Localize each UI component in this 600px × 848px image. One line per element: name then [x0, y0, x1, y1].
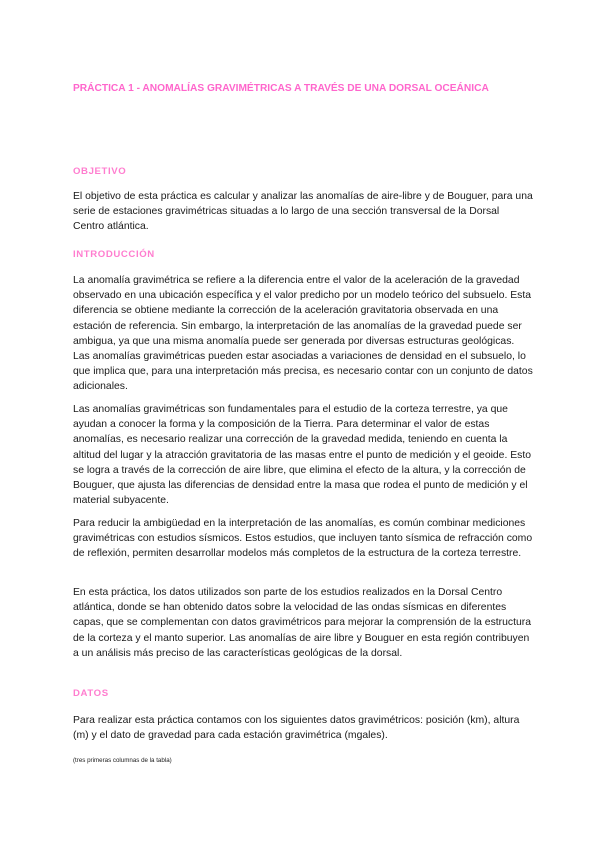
table-note: (tres primeras columnas de la tabla) — [73, 757, 172, 764]
paragraph-objetivo: El objetivo de esta práctica es calcular y analizar las anomalías de aire-libre y de Bouguer, para una serie de estaciones gravimétricas situadas a lo largo de una sección transversal de la Dorsal Centro atlántica. — [73, 191, 533, 233]
heading-introduccion: INTRODUCCIÓN — [73, 249, 155, 260]
paragraph-intro-2: Las anomalías gravimétricas son fundamentales para el estudio de la corteza terrestre, ya que ayudan a conocer la forma y la composición de la Tierra. Para determinar el valor de estas anomalías, es necesario realizar una corrección de la gravedad medida, teniendo en cuenta la altitud del lugar y la atracción gravitatoria de las masas entre el punto de medición y el geoide. Esto se logra a través de la corrección de aire libre, que elimina el efecto de la altura, y la corrección de Bouguer, que ajusta las diferencias de densidad entre la masa que rodea el punto de medición y el material subyacente. — [73, 404, 532, 507]
paragraph-datos: Para realizar esta práctica contamos con los siguientes datos gravimétricos: posición (km), altura (m) y el dato de gravedad para cada estación gravimétrica (mgales). — [73, 715, 520, 742]
document-title: PRÁCTICA 1 - ANOMALÍAS GRAVIMÉTRICAS A TRAVÉS DE UNA DORSAL OCEÁNICA — [73, 83, 489, 94]
paragraph-intro-4: En esta práctica, los datos utilizados son parte de los estudios realizados en la Dorsal Centro atlántica, donde se han obtenido datos sobre la velocidad de las ondas sísmicas en diferentes capas, que se complementan con datos gravimétricos para mejorar la comprensión de la estructura de la corteza y el manto superior. Las anomalías de aire libre y Bouguer en esta región contribuyen a un análisis más preciso de las características geológicas de la dorsal. — [73, 587, 531, 659]
heading-datos: DATOS — [73, 688, 109, 699]
paragraph-intro-3: Para reducir la ambigüedad en la interpretación de las anomalías, es común combinar mediciones gravimétricas con estudios sísmicos. Estos estudios, que incluyen tanto sísmica de refracción como de reflexión, permiten desarrollar modelos más completos de la estructura de la corteza terrestre. — [73, 518, 533, 560]
heading-objetivo: OBJETIVO — [73, 166, 127, 177]
paragraph-intro-1: La anomalía gravimétrica se refiere a la diferencia entre el valor de la aceleración de la gravedad observado en una ubicación específica y el valor predicho por un modelo teórico del subsuelo. Esta diferencia se obtiene mediante la corrección de la aceleración gravitatoria observada en una estación de referencia. Sin embargo, la interpretación de las anomalías de la gravedad puede ser ambigua, ya que una misma anomalía puede ser generada por diversas estructuras geológicas. Las anomalías gravimétricas pueden estar asociadas a variaciones de densidad en el subsuelo, lo que implica que, para una interpretación más precisa, es necesario contar con un conjunto de datos adicionales. — [73, 275, 533, 393]
